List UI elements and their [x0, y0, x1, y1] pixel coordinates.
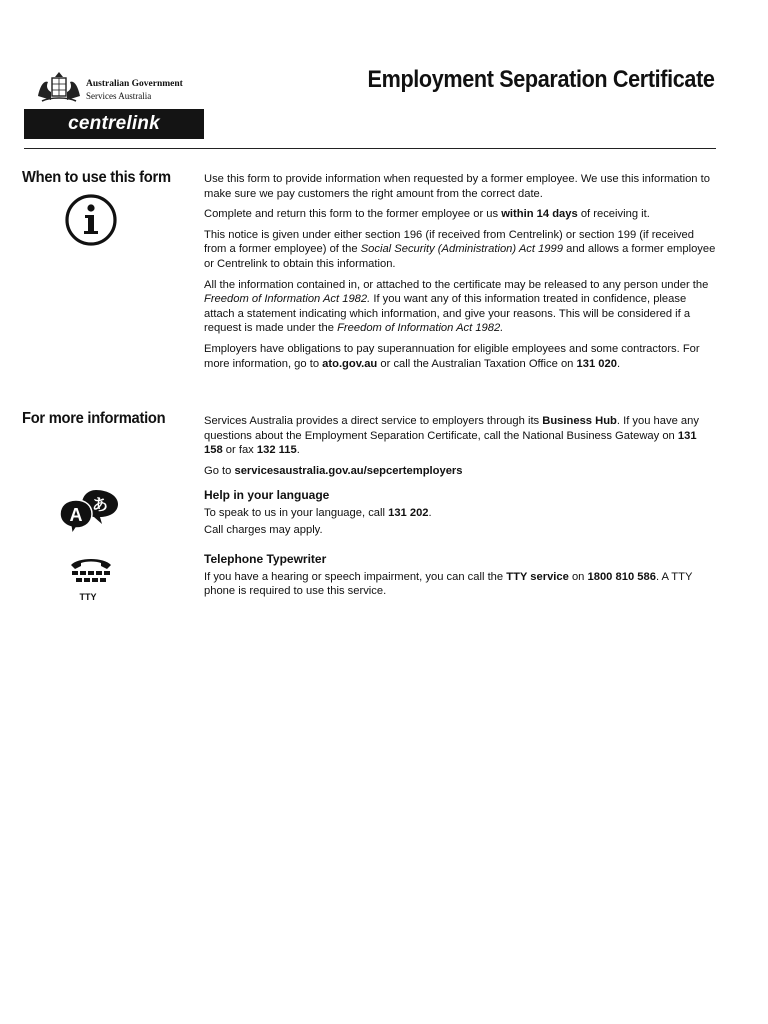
- when-paragraph-4: All the information contained in, or attached to the certificate may be released to any person under the Freedom of Information Act 1982. If you want any of this information treated in confidence, please attach a statement indicating which information, and give your reasons. This will be considered if a request is made under the Freedom of Information Act 1982.: [204, 278, 709, 335]
- coat-of-arms-icon: [34, 70, 84, 104]
- more-paragraph-2: Go to servicesaustralia.gov.au/sepcertemployers: [204, 464, 463, 477]
- tty-handset-icon: [68, 555, 114, 587]
- tty-section: [204, 552, 718, 605]
- section-heading-when: When to use this form: [22, 169, 171, 186]
- language-section: [204, 488, 718, 544]
- when-section-body: [204, 172, 718, 377]
- when-paragraph-5: Employers have obligations to pay superannuation for eligible employees and some contractors. For more information, go to ato.gov.au or call the Australian Taxation Office on 131 020.: [204, 342, 700, 370]
- language-paragraph-2: Call charges may apply.: [204, 524, 323, 537]
- lang-icon-letter-a: A: [69, 505, 83, 525]
- sepcert-link: servicesaustralia.gov.au/sepcertemployers: [234, 464, 463, 477]
- section-heading-more: For more information: [22, 410, 166, 427]
- when-paragraph-2: Complete and return this form to the former employee or us within 14 days of receiving it.: [204, 208, 650, 221]
- tty-phone-icon: [68, 555, 114, 602]
- gov-name: Australian Government: [86, 79, 183, 89]
- more-section-body: [204, 414, 718, 484]
- when-paragraph-3: This notice is given under either section 196 (if received from Centrelink) or section 199 (if received from a former employee) of the Social Security (Administration) Act 1999 and allows a former employee or Centrelink to obtain this information.: [204, 228, 716, 270]
- more-paragraph-1: Services Australia provides a direct service to employers through its Business Hub. If you have any questions about the Employment Separation Certificate, call the National Business Gateway on 131 158 or fax 132 115.: [204, 415, 699, 457]
- tty-heading: Telephone Typewriter: [204, 552, 327, 566]
- info-icon: [64, 193, 118, 247]
- when-paragraph-1: Use this form to provide information when requested by a former employee. We use this information to make sure we pay customers the right amount from the correct date.: [204, 173, 710, 200]
- tty-paragraph: If you have a hearing or speech impairment, you can call the TTY service on 1800 810 586. A TTY phone is required to use this service.: [204, 570, 693, 598]
- language-paragraph-1: To speak to us in your language, call 131 202.: [204, 506, 432, 519]
- ato-link: ato.gov.au: [322, 357, 378, 370]
- centrelink-logo-bar: [24, 109, 204, 139]
- header-divider: [24, 148, 716, 149]
- language-icon: [58, 488, 122, 534]
- lang-icon-letter-b: あ: [91, 495, 109, 514]
- tty-label: TTY: [79, 592, 97, 602]
- language-heading: Help in your language: [204, 488, 330, 502]
- page-title: Employment Separation Certificate: [367, 66, 715, 93]
- brand-name: centrelink: [68, 113, 160, 134]
- agency-name: Services Australia: [86, 91, 152, 101]
